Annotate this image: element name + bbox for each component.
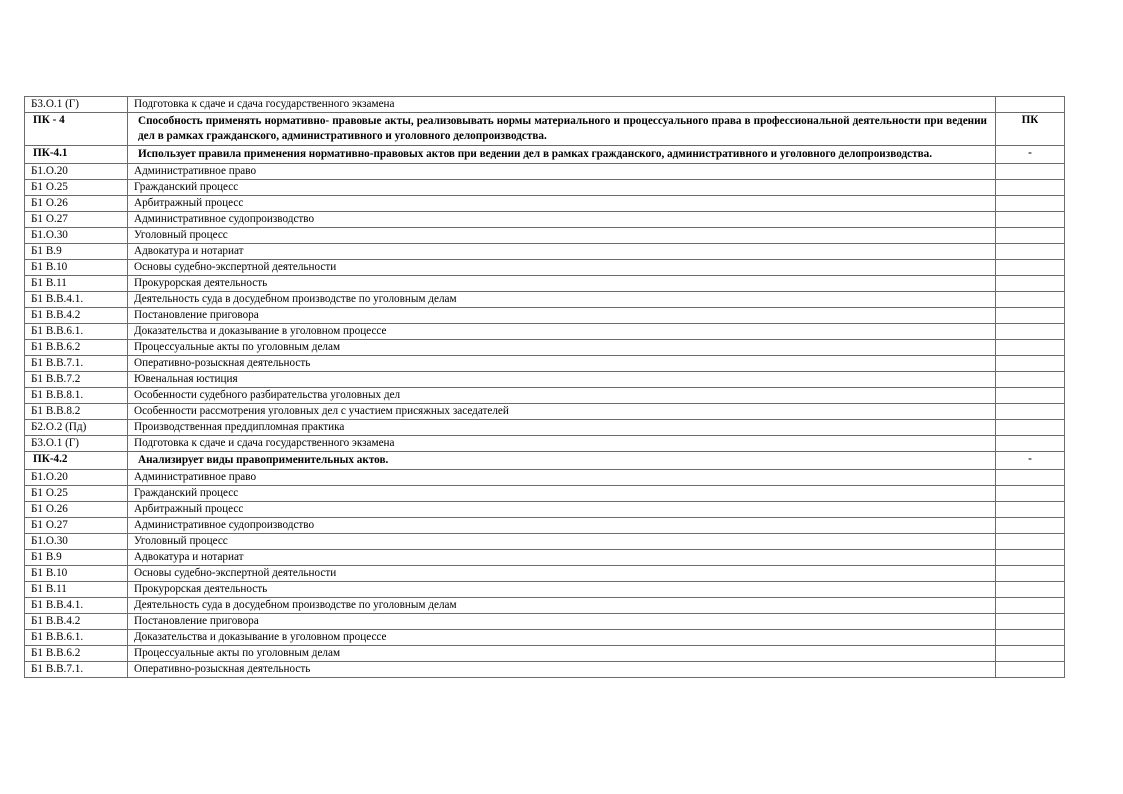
competency-table [24,96,1065,678]
discipline-code-cell: Б1 О.25 [25,486,128,502]
discipline-name-cell: Доказательства и доказывание в уголовном процессе [128,324,996,340]
competency-type-cell [996,420,1065,436]
discipline-name-cell: Адвокатура и нотариат [128,550,996,566]
discipline-name-cell: Административное судопроизводство [128,212,996,228]
discipline-name-cell: Арбитражный процесс [128,502,996,518]
discipline-row [25,276,1065,292]
competency-code-cell: ПК-4.1 [25,146,128,164]
discipline-code-cell: Б1 В.В.4.2 [25,308,128,324]
competency-type-cell [996,502,1065,518]
competency-type-cell: - [996,146,1065,164]
discipline-name-cell: Гражданский процесс [128,180,996,196]
discipline-code-cell: Б1.О.20 [25,470,128,486]
discipline-name-cell: Особенности рассмотрения уголовных дел с участием присяжных заседателей [128,404,996,420]
discipline-row [25,244,1065,260]
discipline-code-cell: Б1 В.В.8.2 [25,404,128,420]
competency-type-cell: ПК [996,113,1065,146]
discipline-code-cell: Б1 В.В.6.1. [25,630,128,646]
discipline-name-cell: Административное судопроизводство [128,518,996,534]
competency-type-cell [996,470,1065,486]
discipline-name-cell: Процессуальные акты по уголовным делам [128,340,996,356]
competency-type-cell [996,614,1065,630]
discipline-row [25,388,1065,404]
discipline-row [25,436,1065,452]
discipline-name-cell: Особенности судебного разбирательства уголовных дел [128,388,996,404]
discipline-name-cell: Доказательства и доказывание в уголовном процессе [128,630,996,646]
discipline-code-cell: Б1 В.10 [25,566,128,582]
competency-type-cell [996,180,1065,196]
competency-type-cell [996,518,1065,534]
competency-type-cell [996,566,1065,582]
discipline-name-cell: Постановление приговора [128,308,996,324]
discipline-name-cell: Производственная преддипломная практика [128,420,996,436]
discipline-name-cell: Арбитражный процесс [128,196,996,212]
competency-code-cell: ПК - 4 [25,113,128,146]
discipline-name-cell: Процессуальные акты по уголовным делам [128,646,996,662]
discipline-row [25,180,1065,196]
competency-type-cell [996,276,1065,292]
discipline-row [25,646,1065,662]
discipline-code-cell: Б1.О.30 [25,534,128,550]
discipline-row [25,292,1065,308]
discipline-row [25,614,1065,630]
competency-type-cell [996,630,1065,646]
discipline-row [25,196,1065,212]
competency-type-cell [996,662,1065,678]
discipline-name-cell: Прокурорская деятельность [128,582,996,598]
discipline-code-cell: Б1 В.В.4.1. [25,598,128,614]
competency-type-cell [996,582,1065,598]
discipline-row [25,308,1065,324]
competency-type-cell [996,292,1065,308]
discipline-row [25,534,1065,550]
competency-type-cell [996,212,1065,228]
discipline-name-cell: Административное право [128,470,996,486]
discipline-name-cell: Уголовный процесс [128,228,996,244]
competency-header-row [25,146,1065,164]
discipline-code-cell: Б1 В.В.7.1. [25,662,128,678]
discipline-row [25,470,1065,486]
competency-type-cell [996,164,1065,180]
discipline-code-cell: Б1 В.В.8.1. [25,388,128,404]
discipline-name-cell: Ювенальная юстиция [128,372,996,388]
discipline-row [25,356,1065,372]
discipline-name-cell: Подготовка к сдаче и сдача государственного экзамена [128,436,996,452]
discipline-row [25,420,1065,436]
competency-code-cell: ПК-4.2 [25,452,128,470]
competency-type-cell [996,260,1065,276]
competency-type-cell [996,340,1065,356]
discipline-row [25,164,1065,180]
discipline-code-cell: Б1 О.26 [25,502,128,518]
competency-table-body [25,97,1065,678]
discipline-code-cell: Б1.О.30 [25,228,128,244]
competency-type-cell [996,486,1065,502]
competency-type-cell [996,356,1065,372]
discipline-row [25,582,1065,598]
discipline-row [25,502,1065,518]
discipline-code-cell: Б1 О.25 [25,180,128,196]
discipline-code-cell: Б1 В.В.7.2 [25,372,128,388]
discipline-row [25,486,1065,502]
discipline-row [25,662,1065,678]
discipline-code-cell: Б1 О.27 [25,212,128,228]
competency-description-cell: Способность применять нормативно- правовые акты, реализовывать нормы материального и процессуального права в профессиональной деятельности при ведении дел в рамках гражданского, административного и уголовного делопроизводства. [128,113,996,146]
discipline-name-cell: Основы судебно-экспертной деятельности [128,260,996,276]
discipline-row [25,550,1065,566]
discipline-code-cell: Б1 В.В.6.1. [25,324,128,340]
competency-type-cell [996,436,1065,452]
discipline-name-cell: Адвокатура и нотариат [128,244,996,260]
discipline-name-cell: Гражданский процесс [128,486,996,502]
competency-type-cell: - [996,452,1065,470]
competency-type-cell [996,404,1065,420]
competency-description-cell: Анализирует виды правоприменительных актов. [128,452,996,470]
discipline-row [25,372,1065,388]
competency-type-cell [996,598,1065,614]
discipline-code-cell: Б1 В.В.6.2 [25,646,128,662]
competency-type-cell [996,534,1065,550]
discipline-row [25,598,1065,614]
discipline-row [25,97,1065,113]
discipline-code-cell: Б1 В.В.6.2 [25,340,128,356]
discipline-code-cell: Б1.О.20 [25,164,128,180]
discipline-code-cell: Б1 В.9 [25,550,128,566]
competency-type-cell [996,388,1065,404]
discipline-name-cell: Прокурорская деятельность [128,276,996,292]
competency-type-cell [996,196,1065,212]
discipline-row [25,340,1065,356]
discipline-row [25,518,1065,534]
competency-type-cell [996,324,1065,340]
discipline-name-cell: Деятельность суда в досудебном производстве по уголовным делам [128,598,996,614]
competency-header-row [25,113,1065,146]
discipline-name-cell: Постановление приговора [128,614,996,630]
discipline-row [25,212,1065,228]
discipline-row [25,260,1065,276]
discipline-code-cell: Б1 В.В.7.1. [25,356,128,372]
discipline-name-cell: Подготовка к сдаче и сдача государственного экзамена [128,97,996,113]
discipline-name-cell: Оперативно-розыскная деятельность [128,662,996,678]
discipline-code-cell: Б1 О.26 [25,196,128,212]
discipline-code-cell: Б1 В.11 [25,582,128,598]
discipline-code-cell: Б1 В.В.4.2 [25,614,128,630]
discipline-code-cell: Б1 О.27 [25,518,128,534]
discipline-row [25,404,1065,420]
discipline-row [25,324,1065,340]
discipline-code-cell: Б2.О.2 (Пд) [25,420,128,436]
discipline-name-cell: Оперативно-розыскная деятельность [128,356,996,372]
discipline-row [25,566,1065,582]
competency-type-cell [996,372,1065,388]
discipline-code-cell: Б1 В.9 [25,244,128,260]
discipline-name-cell: Деятельность суда в досудебном производстве по уголовным делам [128,292,996,308]
competency-type-cell [996,244,1065,260]
discipline-row [25,630,1065,646]
competency-type-cell [996,308,1065,324]
competency-type-cell [996,97,1065,113]
competency-type-cell [996,228,1065,244]
discipline-name-cell: Уголовный процесс [128,534,996,550]
competency-table-sheet [24,96,1059,678]
discipline-code-cell: Б1 В.11 [25,276,128,292]
competency-type-cell [996,550,1065,566]
competency-header-row [25,452,1065,470]
discipline-code-cell: Б3.О.1 (Г) [25,97,128,113]
competency-description-cell: Использует правила применения нормативно-правовых актов при ведении дел в рамках гражданского, административного и уголовного делопроизводства. [128,146,996,164]
discipline-name-cell: Административное право [128,164,996,180]
discipline-code-cell: Б1 В.В.4.1. [25,292,128,308]
competency-type-cell [996,646,1065,662]
discipline-code-cell: Б3.О.1 (Г) [25,436,128,452]
discipline-name-cell: Основы судебно-экспертной деятельности [128,566,996,582]
discipline-row [25,228,1065,244]
discipline-code-cell: Б1 В.10 [25,260,128,276]
